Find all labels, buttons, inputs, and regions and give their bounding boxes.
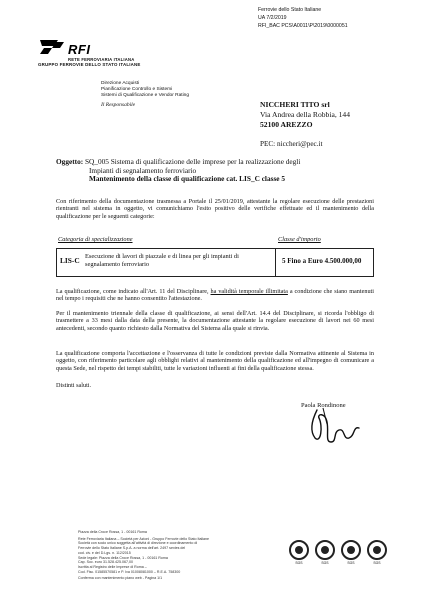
footer-line: Società con socio unico soggetta all'attività di direzione e coordinamento di bbox=[78, 541, 198, 546]
rfi-logo-mark-icon bbox=[38, 38, 66, 58]
protocol-block bbox=[258, 6, 348, 30]
footer-line: Iscritta al Registro delle Imprese di Roma – bbox=[78, 564, 147, 569]
footer-info bbox=[78, 530, 278, 581]
subject-block bbox=[56, 158, 386, 184]
protocol-line: UA 7/2/2019 bbox=[258, 15, 287, 21]
recipient-pec: PEC: niccheri@pec.it bbox=[260, 140, 323, 148]
body-paragraph-1: Con riferimento della documentazione trasmessa a Portale il 25/01/2019, attestante la regolare esecuzione delle prestazioni rientranti nel sistema in oggetto, vi comunichiamo l'esito positivo delle verifiche effettuate ed il mantenimento della qualificazione per le seguenti categorie: bbox=[56, 198, 374, 220]
subject-line2: Impianti di segnalamento ferroviario bbox=[89, 165, 197, 175]
footer-line: cod. civ. e del D.Lgs. n. 112/2015 bbox=[78, 550, 131, 555]
sender-line: Pianificazione Controllo e Sistemi bbox=[101, 86, 173, 92]
footer-line: Piazza della Croce Rossa, 1 - 00161 Roma bbox=[78, 530, 147, 534]
category-table bbox=[56, 236, 374, 277]
table-divider bbox=[275, 249, 276, 276]
recipient-city: 52100 AREZZO bbox=[260, 119, 313, 129]
recipient-street: Via Andrea della Robbia, 144 bbox=[260, 109, 351, 119]
cert-label: SGS bbox=[295, 561, 303, 565]
recipient-address bbox=[260, 100, 350, 129]
footer-page-note: Conferma con mantenimento piano web - Pagina 1/1 bbox=[78, 576, 163, 581]
sender-role: Il Responsabile bbox=[101, 102, 136, 108]
certification-logo-icon bbox=[289, 540, 309, 566]
cert-label: SGS bbox=[347, 561, 355, 565]
handwritten-signature-icon bbox=[303, 404, 363, 450]
logo-group-name: GRUPPO FERROVIE DELLO STATO ITALIANE bbox=[38, 62, 141, 67]
validity-text-end: a condizione che siano mantenuti nel tempo i requisiti che ne hanno consentito l'attestazione. bbox=[56, 288, 374, 303]
certification-logo-icon bbox=[341, 540, 361, 566]
subject-line1: SQ_005 Sistema di qualificazione delle imprese per la realizzazione degli bbox=[84, 157, 301, 166]
body-paragraph-4: La qualificazione comporta l'accettazione e l'osservanza di tutte le condizioni previste dalla Normativa attinente al Sistema in oggetto, con riferimento particolare agli obblighi relativi al mantenimento della qualificazione ed all'impegno di comunicare a questa Sede, nel rispetto dei tempi stabiliti, tutte le variazioni influenti ai fini della qualificazione stessa. bbox=[56, 350, 374, 372]
table-header-category: Categoria di specializzazione bbox=[58, 236, 133, 243]
validity-text: La qualificazione, come indicato all'Art. 11 del Disciplinare, bbox=[56, 288, 211, 295]
sender-line: Sistemi di Qualificazione e Vendor Rating bbox=[101, 92, 189, 98]
signatory-name: Paola Rondinone bbox=[301, 402, 346, 409]
subject-label: Oggetto: bbox=[56, 157, 84, 166]
table-header-class: Classe d'importo bbox=[278, 236, 321, 243]
footer-line: Cod. Fisc. 01585570581 e P. Iva 01008081000 – R.E.A. 758300 bbox=[78, 569, 181, 574]
subject-line3: Mantenimento della classe di qualificazione cat. LIS_C classe 5 bbox=[89, 174, 285, 184]
cert-label: SGS bbox=[321, 561, 329, 565]
body-paragraph-2 bbox=[56, 288, 374, 303]
footer-line: Cap. Soc. euro 31.528.425.067,00 bbox=[78, 560, 133, 565]
sender-department bbox=[101, 81, 189, 98]
class-amount: 5 Fino a Euro 4.500.000,00 bbox=[282, 257, 362, 265]
protocol-line: Ferrovie dello Stato Italiane bbox=[258, 7, 322, 13]
logo-text: RFI bbox=[68, 42, 91, 57]
validity-underlined: ha validità temporale illimitata bbox=[210, 288, 288, 295]
certification-logo-icon bbox=[367, 540, 387, 566]
category-code: LIS-C bbox=[60, 256, 80, 265]
table-row bbox=[56, 248, 374, 277]
body-paragraph-3: Per il mantenimento triennale della classe di qualificazione, ai sensi dell'Art. 14.4 del Disciplinare, si ricorda l'obbligo di trasmettere a 33 mesi dalla data della presente, la documentazione attestante la regolare esecuzione di lavori nei 60 mesi antecedenti, secondo quanto richiesto dalla Normativa del Sistema alla quale si rinvia. bbox=[56, 310, 374, 332]
certification-logo-icon bbox=[315, 540, 335, 566]
footer-line: Rete Ferroviaria Italiana – Società per Azioni - Gruppo Ferrovie dello Stato Italiane bbox=[78, 536, 210, 541]
logo-subtitle: RETE FERROVIARIA ITALIANA bbox=[68, 57, 135, 62]
sender-line: Direzione Acquisti bbox=[101, 81, 140, 86]
footer-line: Sede legale: Piazza della Croce Rossa, 1 - 00161 Roma bbox=[78, 555, 168, 560]
footer-line: Ferrovie dello Stato Italiane S.p.A. a norma dell'art. 2497 sexies del bbox=[78, 546, 186, 551]
recipient-name: NICCHERI TITO srl bbox=[260, 100, 330, 109]
category-description: Esecuzione di lavori di piazzale e di linea per gli impianti di segnalamento ferroviario bbox=[85, 253, 239, 268]
protocol-line: RFI_BAC PCS\A0011\P\2019\0000051 bbox=[258, 23, 348, 29]
cert-label: SGS bbox=[373, 561, 381, 565]
closing-greeting: Distinti saluti. bbox=[56, 382, 92, 389]
